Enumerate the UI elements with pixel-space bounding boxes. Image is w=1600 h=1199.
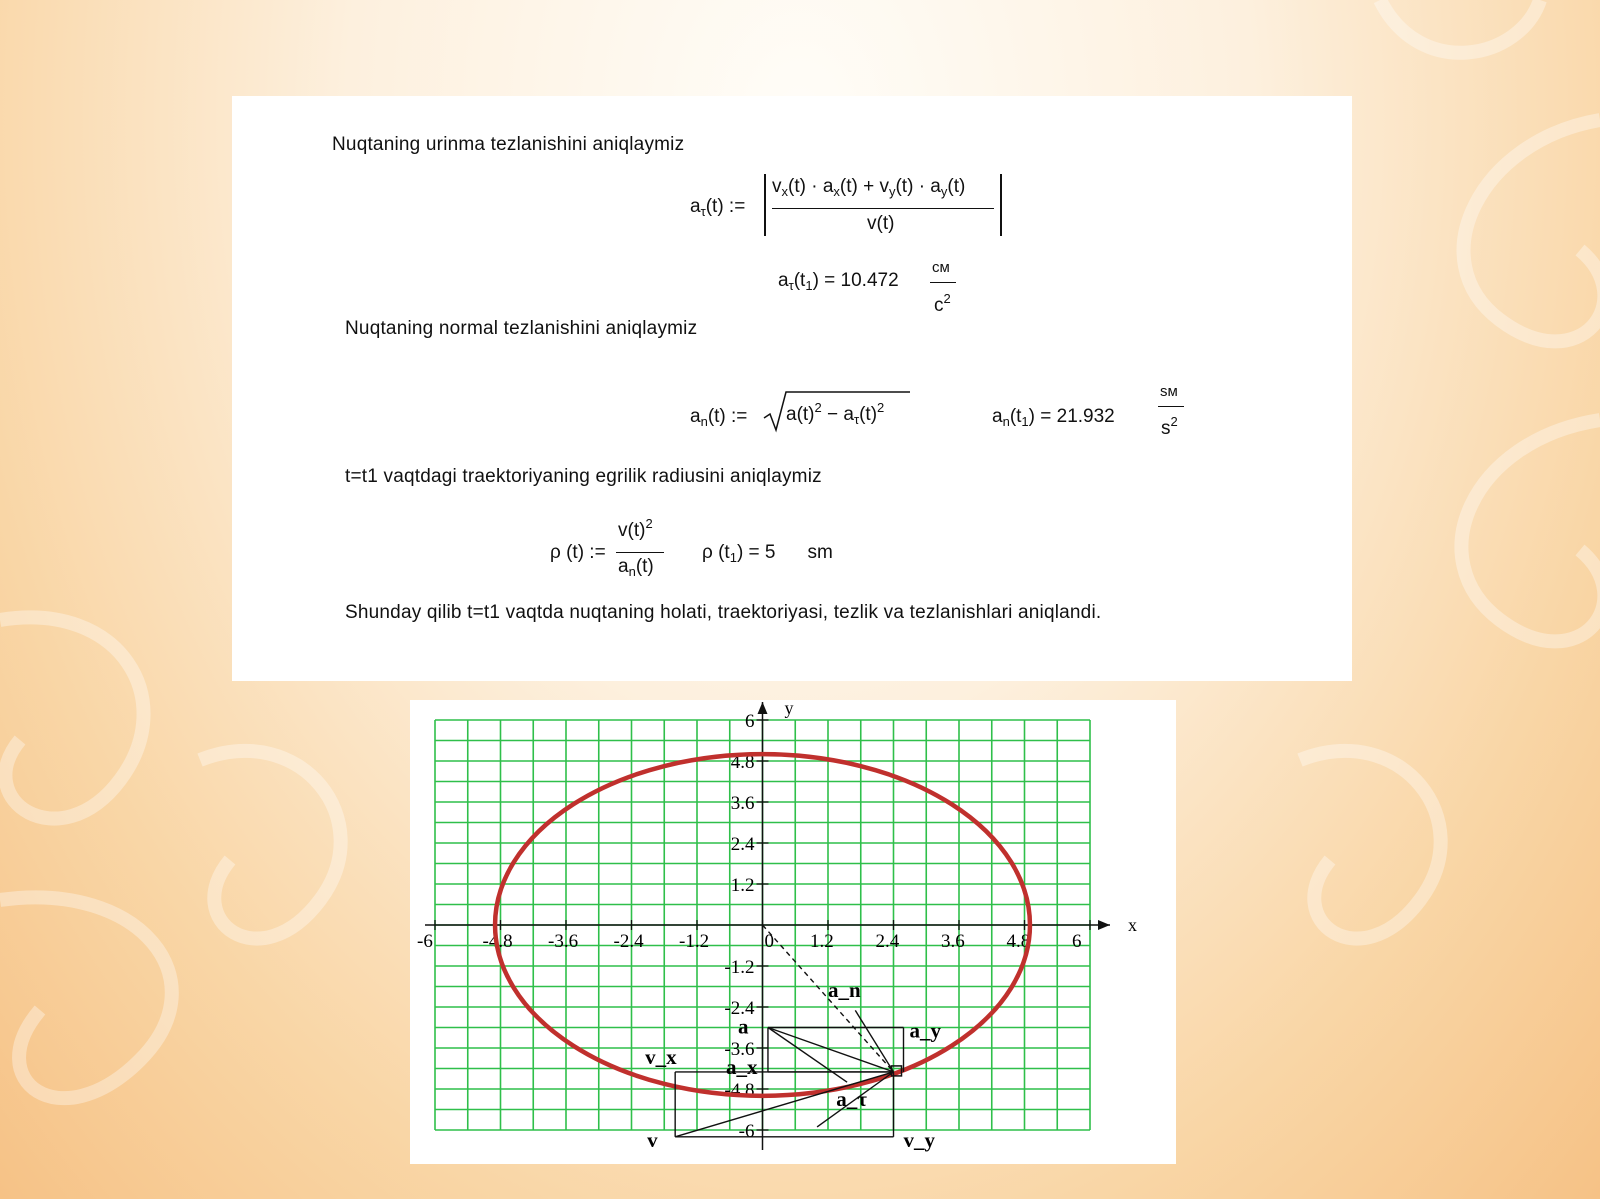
document-page: Nuqtaning urinma tezlanishini aniqlaymiz $a_\tau(t)$ := $v_x(t) \cdot a_x(t) + v_y(t) \cdot a_y(t)$ v(t) $a_\tau(t_1) = 10.472$ см $с^2$ Nuqtaning normal tezlanishini aniqlaymiz $a_n(t)$ := $a(t)^2 - a_\tau(t)^2$ $a_n(t_1) = 21.932$ sм $s^2$ t=t1 vaqtdagi traektoriyaning egrilik radiusini aniqlaymiz ρ (t) := $v(t)^2$ $a_n(t)$ ρ $(t_1) = 5$ sm Shunday qilib t=t1 vaqtda nuqtaning holati, traektoriyasi, tezlik va tezlanishlari aniqlandi. [232, 96, 1352, 681]
y-tick-label: -1.2 [724, 957, 755, 978]
y-tick-label: 6 [745, 711, 755, 732]
x-tick-label: 2.4 [875, 931, 900, 952]
y-tick-label: -6 [738, 1121, 755, 1142]
an-value: 21.932 [1056, 406, 1115, 427]
x-tick-label: -2.4 [613, 931, 644, 952]
x-tick-label: -6 [417, 931, 433, 952]
y-tick-label: 2.4 [730, 834, 755, 855]
at-unit-numerator: см [932, 259, 950, 276]
a-label: a [737, 1014, 749, 1039]
y-axis-arrow [758, 702, 768, 714]
a-n-label: a_n [828, 977, 861, 1002]
v-x-label: v_x [645, 1044, 677, 1069]
y-tick-label: -3.6 [724, 1039, 755, 1060]
a-tau-label: a_τ [836, 1087, 867, 1112]
v-y-label: v_y [903, 1127, 935, 1152]
an-unit-numerator: sм [1160, 383, 1178, 400]
heading-radius: t=t1 vaqtdagi traektoriyaning egrilik radiusini aniqlaymiz [345, 466, 822, 487]
at-value: 10.472 [840, 270, 899, 291]
rho-unit: sm [807, 542, 833, 563]
y-tick-label: 1.2 [730, 875, 755, 896]
trajectory-plot [410, 700, 1176, 1164]
y-tick-label: -2.4 [724, 998, 755, 1019]
x-tick-label: 0 [764, 931, 774, 952]
x-tick-label: -1.2 [679, 931, 710, 952]
plot-svg [410, 700, 1176, 1164]
x-tick-label: 3.6 [941, 931, 965, 952]
y-axis-label: y [784, 700, 794, 718]
rho-value: 5 [764, 542, 776, 563]
x-axis-arrow [1098, 920, 1110, 930]
v-label: v [647, 1127, 658, 1152]
conclusion-text: Shunday qilib t=t1 vaqtda nuqtaning holati, traektoriyasi, tezlik va tezlanishlari aniqlandi. [345, 602, 1102, 623]
at-unit-denominator: с [934, 295, 944, 316]
a-x-label: a_x [725, 1054, 758, 1079]
x-tick-label: 6 [1072, 931, 1082, 952]
x-axis-label: x [1128, 915, 1137, 935]
heading-normal: Nuqtaning normal tezlanishini aniqlaymiz [345, 318, 698, 339]
y-tick-label: -4.8 [724, 1080, 755, 1101]
an-unit-denominator: s [1161, 418, 1171, 439]
x-tick-label: 4.8 [1006, 931, 1031, 952]
formula-radius-result: ρ $(t_1) = 5$ sm [702, 542, 833, 565]
a-vector [768, 1028, 894, 1072]
x-tick-label: -4.8 [482, 931, 513, 952]
y-tick-label: 4.8 [730, 752, 755, 773]
x-tick-label: -3.6 [548, 931, 579, 952]
diag-line [768, 1028, 847, 1083]
y-tick-label: 3.6 [730, 793, 755, 814]
x-tick-label: 1.2 [810, 931, 834, 952]
heading-tangential: Nuqtaning urinma tezlanishini aniqlaymiz [332, 134, 685, 155]
a-y-label: a_y [909, 1018, 941, 1043]
